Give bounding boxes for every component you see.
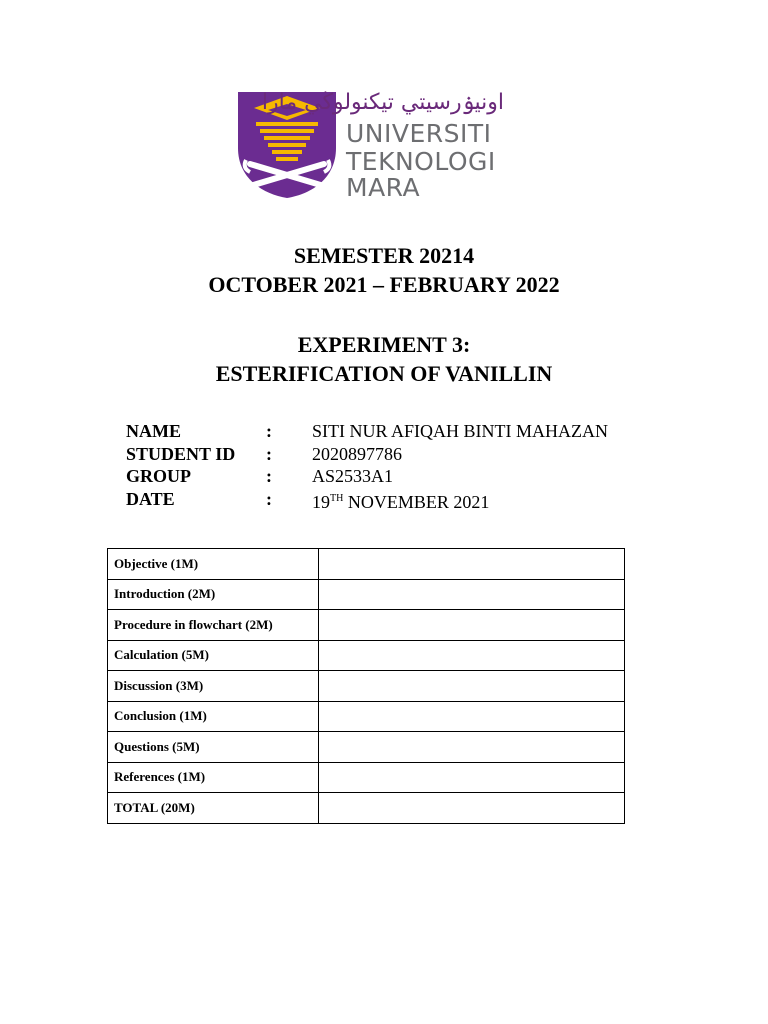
period-heading: OCTOBER 2021 – FEBRUARY 2022 xyxy=(208,272,560,297)
table-cell-mark xyxy=(318,549,624,580)
table-cell-item: Discussion (3M) xyxy=(108,671,319,702)
table-row xyxy=(108,610,625,641)
table-cell-mark xyxy=(318,610,624,641)
table-cell-mark xyxy=(318,671,624,702)
university-logo xyxy=(236,90,516,200)
experiment-title: ESTERIFICATION OF VANILLIN xyxy=(215,361,553,386)
table-row xyxy=(108,671,625,702)
info-label: STUDENT ID xyxy=(126,443,236,464)
table-cell-item: Conclusion (1M) xyxy=(108,701,319,732)
info-label: NAME xyxy=(126,421,181,441)
table-cell-item: TOTAL (20M) xyxy=(108,793,319,824)
info-value: 2020897786 xyxy=(312,443,402,464)
table-cell-item: Objective (1M) xyxy=(108,549,319,580)
table-cell-item: References (1M) xyxy=(108,762,319,793)
table-cell-mark xyxy=(318,579,624,610)
table-cell-item: Calculation (5M) xyxy=(108,640,319,671)
logo-line-teknologi: TEKNOLOGI xyxy=(346,147,496,176)
logo-jawi-text: اونيۏرسيتي تيكنولوڬي مارا xyxy=(261,90,504,115)
table-cell-mark xyxy=(318,732,624,763)
table-cell-item: Introduction (2M) xyxy=(108,579,319,610)
table-cell-mark xyxy=(318,640,624,671)
table-cell-item: Questions (5M) xyxy=(108,732,319,763)
logo-line-mara: MARA xyxy=(346,173,421,202)
table-cell-mark xyxy=(318,793,624,824)
table-row xyxy=(108,640,625,671)
info-colon: : xyxy=(266,443,272,464)
table-cell-mark xyxy=(318,701,624,732)
info-label: DATE xyxy=(126,488,175,509)
marks-table xyxy=(107,548,625,824)
experiment-heading: EXPERIMENT 3: xyxy=(297,332,471,357)
info-colon: : xyxy=(266,466,272,486)
table-row xyxy=(108,579,625,610)
table-row xyxy=(108,762,625,793)
logo-line-universiti: UNIVERSITI xyxy=(346,119,492,148)
date-ordinal-suffix: TH xyxy=(330,492,344,504)
info-value-date xyxy=(312,488,489,513)
info-value: AS2533A1 xyxy=(312,466,394,486)
info-colon: : xyxy=(266,488,272,509)
table-row xyxy=(108,793,625,824)
table-cell-mark xyxy=(318,762,624,793)
date-month-year: NOVEMBER 2021 xyxy=(343,491,490,512)
info-label: GROUP xyxy=(126,466,191,486)
table-row xyxy=(108,732,625,763)
info-value: SITI NUR AFIQAH BINTI MAHAZAN xyxy=(312,421,608,441)
table-cell-item: Procedure in flowchart (2M) xyxy=(108,610,319,641)
info-colon: : xyxy=(266,421,272,441)
table-row xyxy=(108,549,625,580)
date-day: 19 xyxy=(312,491,330,512)
semester-heading: SEMESTER 20214 xyxy=(293,243,475,268)
table-row xyxy=(108,701,625,732)
